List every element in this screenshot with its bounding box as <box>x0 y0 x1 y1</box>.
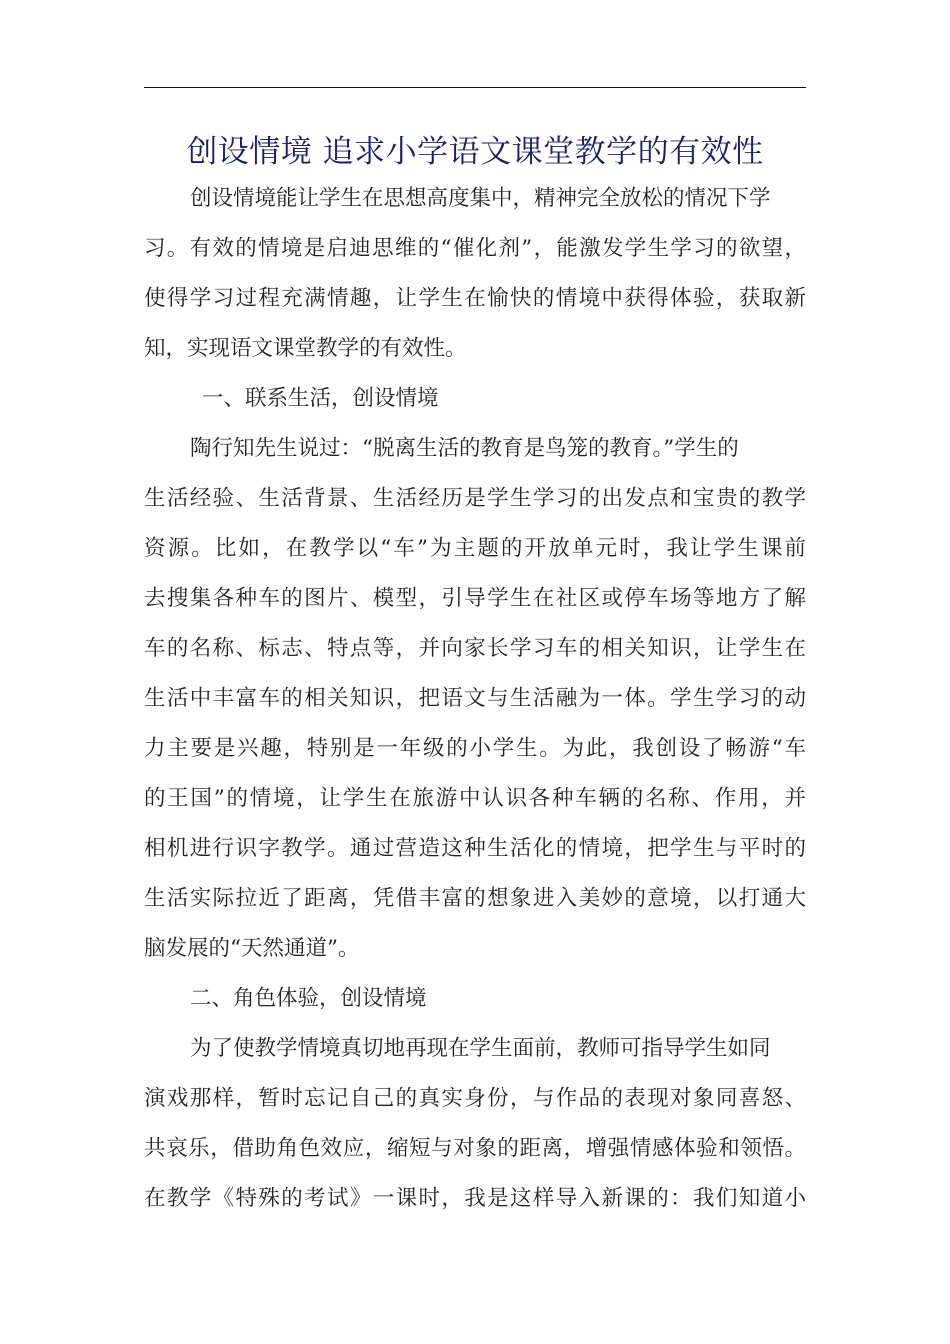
paragraph-line: 车的名称、标志、特点等，并向家长学习车的相关知识，让学生在 <box>144 636 806 661</box>
paragraph-line: 的王国”的情境，让学生在旅游中认识各种车辆的名称、作用，并 <box>144 786 806 811</box>
section-heading: 二、角色体验，创设情境 <box>190 986 427 1011</box>
paragraph-line: 使得学习过程充满情趣，让学生在愉快的情境中获得体验，获取新 <box>144 286 806 311</box>
paragraph-line: 资源。比如，在教学以“车”为主题的开放单元时，我让学生课前 <box>144 536 806 561</box>
paragraph-line: 在教学《特殊的考试》一课时，我是这样导入新课的：我们知道小 <box>144 1186 806 1211</box>
document-title: 创设情境 追求小学语文课堂教学的有效性 <box>186 134 764 170</box>
document-body <box>144 180 806 1230</box>
paragraph-line: 生活经验、生活背景、生活经历是学生学习的出发点和宝贵的教学 <box>144 486 806 511</box>
paragraph-line: 共哀乐，借助角色效应，缩短与对象的距离，增强情感体验和领悟。 <box>144 1136 806 1161</box>
paragraph-line: 去搜集各种车的图片、模型，引导学生在社区或停车场等地方了解 <box>144 586 806 611</box>
paragraph-line: 陶行知先生说过：“脱离生活的教育是鸟笼的教育。”学生的 <box>190 436 739 461</box>
paragraph-line: 创设情境能让学生在思想高度集中，精神完全放松的情况下学 <box>190 186 771 211</box>
paragraph-line: 知，实现语文课堂教学的有效性。 <box>144 336 467 361</box>
paragraph-line: 力主要是兴趣，特别是一年级的小学生。为此，我创设了畅游“车 <box>144 736 806 761</box>
paragraph-line: 脑发展的“天然通道”。 <box>144 936 360 961</box>
header-rule <box>144 87 806 88</box>
paragraph-line: 生活实际拉近了距离，凭借丰富的想象进入美妙的意境，以打通大 <box>144 886 806 911</box>
paragraph-line: 为了使教学情境真切地再现在学生面前，教师可指导学生如同 <box>190 1036 771 1061</box>
paragraph-line: 相机进行识字教学。通过营造这种生活化的情境，把学生与平时的 <box>144 836 806 861</box>
paragraph-line: 演戏那样，暂时忘记自己的真实身份，与作品的表现对象同喜怒、 <box>144 1086 806 1111</box>
paragraph-line: 习。有效的情境是启迪思维的“催化剂”，能激发学生学习的欲望， <box>144 236 806 261</box>
section-heading: 一、联系生活，创设情境 <box>202 386 439 411</box>
paragraph-line: 生活中丰富车的相关知识，把语文与生活融为一体。学生学习的动 <box>144 686 806 711</box>
